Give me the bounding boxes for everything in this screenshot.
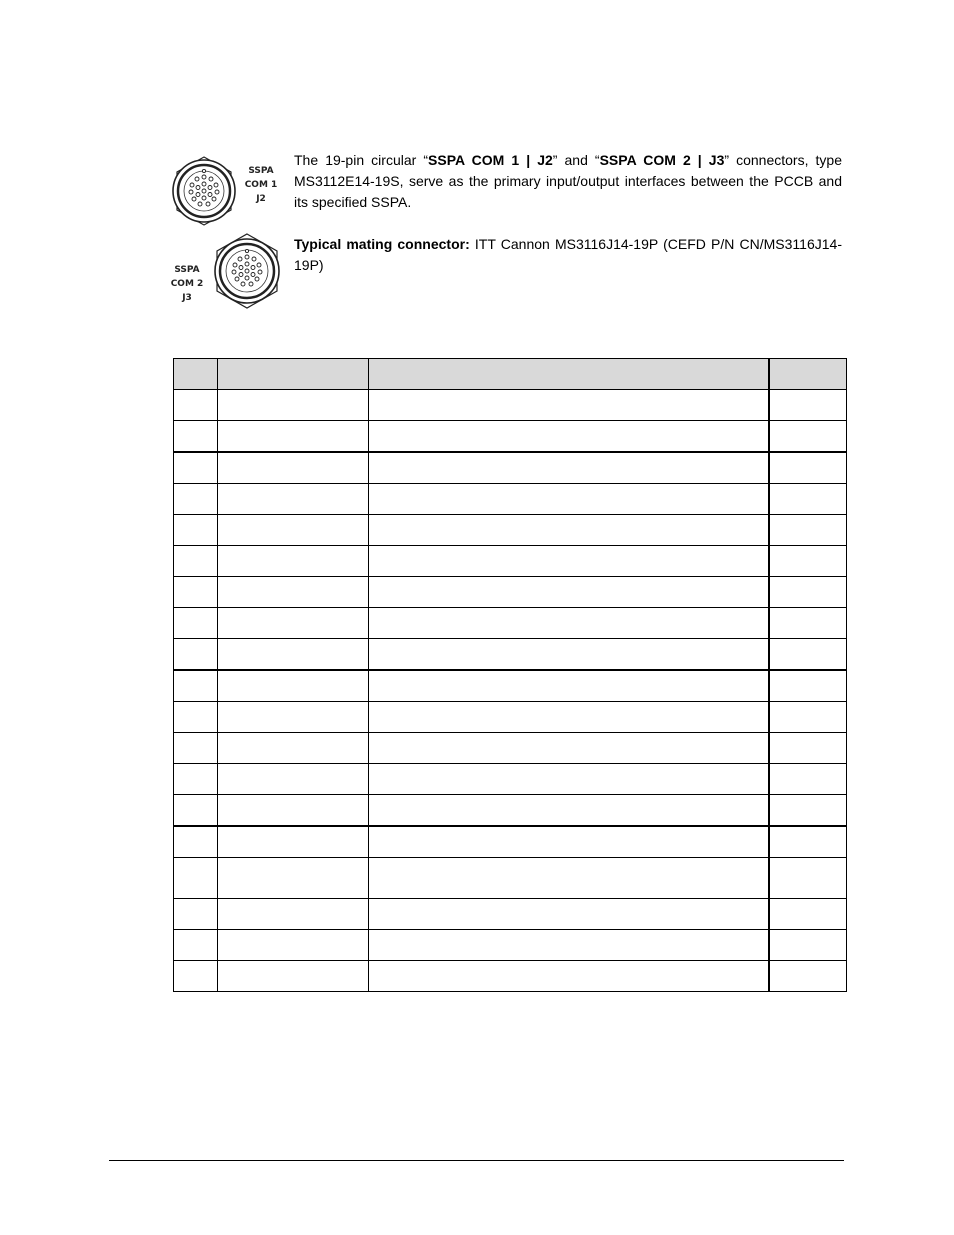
table-cell bbox=[174, 577, 218, 608]
table-cell bbox=[369, 577, 769, 608]
table-cell bbox=[769, 639, 847, 671]
table-cell bbox=[218, 608, 369, 639]
table-cell bbox=[769, 608, 847, 639]
table-row bbox=[174, 764, 847, 795]
table-cell bbox=[174, 826, 218, 858]
table-row bbox=[174, 421, 847, 453]
intro-text bbox=[294, 150, 842, 276]
table-cell bbox=[174, 515, 218, 546]
table-cell bbox=[218, 702, 369, 733]
table-cell bbox=[174, 764, 218, 795]
table-cell bbox=[769, 899, 847, 930]
table-row bbox=[174, 639, 847, 671]
circular-connector-diagram bbox=[160, 150, 288, 312]
table-cell bbox=[174, 421, 218, 453]
table-cell bbox=[174, 452, 218, 484]
table-cell bbox=[174, 670, 218, 702]
table-row bbox=[174, 930, 847, 961]
table-cell bbox=[369, 421, 769, 453]
table-cell bbox=[769, 930, 847, 961]
table-row bbox=[174, 670, 847, 702]
table-cell bbox=[174, 899, 218, 930]
table-cell bbox=[218, 421, 369, 453]
j2-connector-icon bbox=[173, 157, 235, 225]
table-cell bbox=[369, 546, 769, 577]
table-cell bbox=[769, 452, 847, 484]
table-cell bbox=[769, 702, 847, 733]
connector-figure bbox=[160, 150, 288, 312]
table-cell bbox=[218, 795, 369, 827]
table-header-row bbox=[174, 359, 847, 390]
table-cell bbox=[369, 515, 769, 546]
table-cell bbox=[174, 930, 218, 961]
table-cell bbox=[769, 858, 847, 899]
table-cell bbox=[369, 899, 769, 930]
table-cell bbox=[218, 452, 369, 484]
table-row bbox=[174, 484, 847, 515]
table-cell bbox=[218, 764, 369, 795]
desc-text-3: ” connectors, type MS3112E14-19S, serve as the primary input/output interfaces between the PCCB and its specified SSPA. bbox=[294, 152, 842, 210]
table-cell bbox=[218, 639, 369, 671]
mating-connector bbox=[294, 234, 842, 276]
table-cell bbox=[769, 390, 847, 421]
pinout-table bbox=[173, 358, 847, 992]
table-cell bbox=[369, 390, 769, 421]
table-cell bbox=[769, 484, 847, 515]
table-cell bbox=[369, 608, 769, 639]
table-cell bbox=[369, 733, 769, 764]
table-cell bbox=[769, 961, 847, 992]
mating-connector-label: Typical mating connector: bbox=[294, 236, 470, 252]
table-cell bbox=[218, 577, 369, 608]
table-row bbox=[174, 452, 847, 484]
table-cell bbox=[218, 515, 369, 546]
table-cell bbox=[218, 733, 369, 764]
table-cell bbox=[218, 899, 369, 930]
header-cell bbox=[769, 359, 847, 390]
j2-label-line3: J2 bbox=[256, 194, 266, 204]
table-cell bbox=[769, 826, 847, 858]
table-cell bbox=[369, 702, 769, 733]
table-row bbox=[174, 795, 847, 827]
table-cell bbox=[218, 390, 369, 421]
table-cell bbox=[218, 858, 369, 899]
table-cell bbox=[218, 484, 369, 515]
j2-label-line1: SSPA bbox=[248, 166, 274, 176]
table-cell bbox=[769, 515, 847, 546]
table-cell bbox=[369, 452, 769, 484]
table-cell bbox=[769, 795, 847, 827]
table-cell bbox=[174, 639, 218, 671]
j2-label-line2: COM 1 bbox=[244, 180, 278, 190]
table-row bbox=[174, 546, 847, 577]
table-row bbox=[174, 858, 847, 899]
header-cell bbox=[369, 359, 769, 390]
table-cell bbox=[369, 670, 769, 702]
table-cell bbox=[174, 390, 218, 421]
table-cell bbox=[174, 484, 218, 515]
desc-text-2: ” and “ bbox=[552, 152, 600, 168]
mating-connector-text: ITT Cannon MS3116J14-19P (CEFD P/N CN/MS3116J14-19P) bbox=[294, 236, 842, 273]
desc-j2-name: SSPA COM 1 | J2 bbox=[428, 152, 553, 168]
table-cell bbox=[218, 670, 369, 702]
table-row bbox=[174, 608, 847, 639]
table-cell bbox=[369, 930, 769, 961]
desc-j3-name: SSPA COM 2 | J3 bbox=[599, 152, 725, 168]
table-cell bbox=[369, 639, 769, 671]
table-row bbox=[174, 826, 847, 858]
table-cell bbox=[174, 795, 218, 827]
header-cell bbox=[218, 359, 369, 390]
table-cell bbox=[769, 546, 847, 577]
table-cell bbox=[218, 826, 369, 858]
table-cell bbox=[769, 577, 847, 608]
table-cell bbox=[174, 702, 218, 733]
table-cell bbox=[174, 733, 218, 764]
j3-connector-icon bbox=[215, 234, 279, 308]
table-row bbox=[174, 733, 847, 764]
table-row bbox=[174, 961, 847, 992]
table-cell bbox=[369, 795, 769, 827]
desc-text-1: The 19-pin circular “ bbox=[294, 152, 429, 168]
j3-label-line1: SSPA bbox=[174, 265, 200, 275]
table-cell bbox=[218, 961, 369, 992]
footer-rule bbox=[109, 1160, 844, 1161]
table-cell bbox=[769, 764, 847, 795]
j3-label-line3: J3 bbox=[182, 293, 192, 303]
table-cell bbox=[174, 608, 218, 639]
table-row bbox=[174, 702, 847, 733]
table-cell bbox=[369, 961, 769, 992]
table-cell bbox=[218, 546, 369, 577]
table-cell bbox=[369, 484, 769, 515]
table-cell bbox=[369, 826, 769, 858]
table-cell bbox=[174, 961, 218, 992]
table-row bbox=[174, 390, 847, 421]
table-row bbox=[174, 515, 847, 546]
table-cell bbox=[174, 858, 218, 899]
table-cell bbox=[218, 930, 369, 961]
header-cell bbox=[174, 359, 218, 390]
table-cell bbox=[174, 546, 218, 577]
table-row bbox=[174, 577, 847, 608]
table-cell bbox=[769, 733, 847, 764]
connector-description bbox=[294, 150, 842, 213]
table-cell bbox=[369, 858, 769, 899]
table-cell bbox=[769, 670, 847, 702]
j3-label-line2: COM 2 bbox=[170, 279, 204, 289]
table-cell bbox=[369, 764, 769, 795]
table-row bbox=[174, 899, 847, 930]
table-cell bbox=[769, 421, 847, 453]
